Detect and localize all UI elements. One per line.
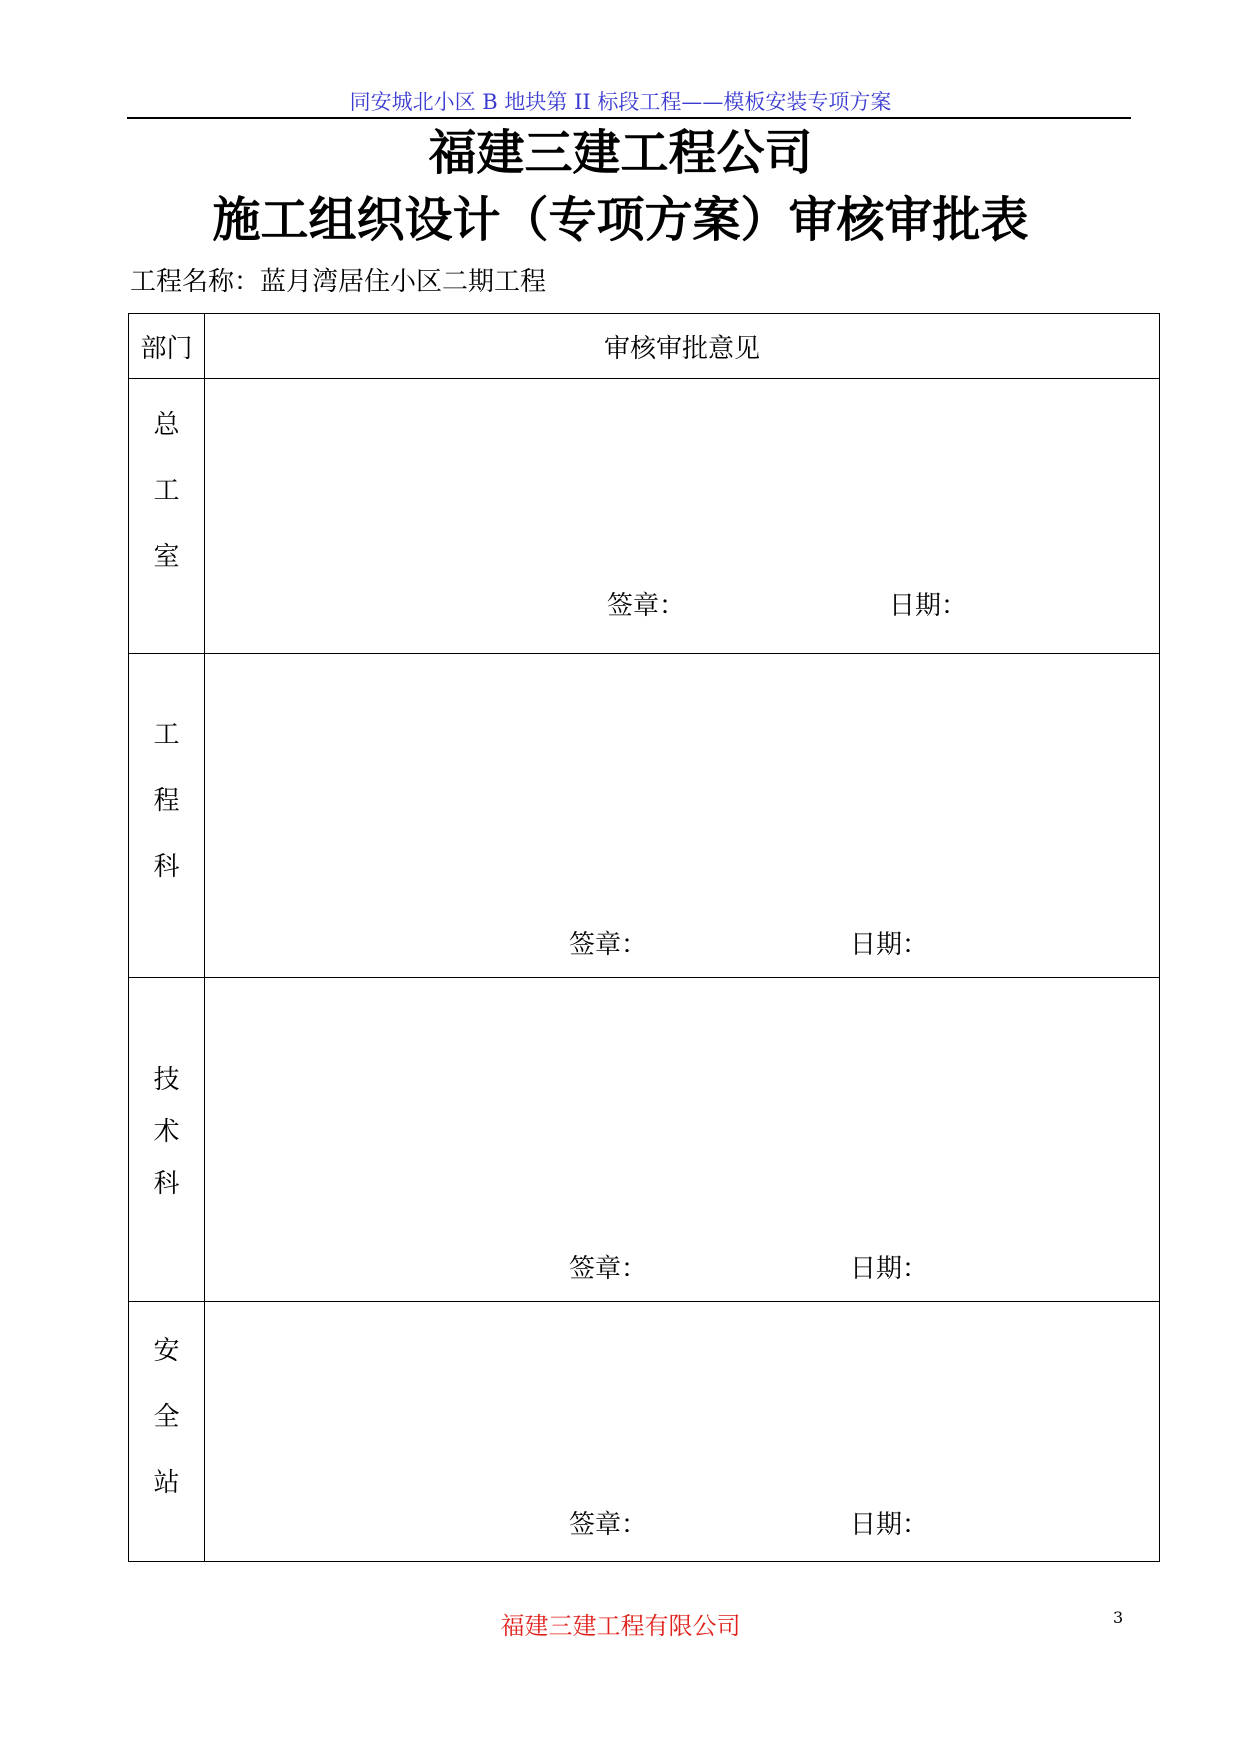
project-name-label: 工程名称： xyxy=(130,267,261,297)
signature-label: 签章： xyxy=(607,591,686,621)
dept-char: 室 xyxy=(153,542,180,572)
header-dept: 部门 xyxy=(129,314,205,379)
opinion-cell[interactable] xyxy=(205,654,1160,978)
opinion-cell[interactable] xyxy=(205,1302,1160,1562)
date-label: 日期： xyxy=(850,1510,929,1540)
dept-char: 全 xyxy=(153,1401,180,1432)
header-opinion: 审核审批意见 xyxy=(205,314,1160,379)
table-row xyxy=(129,978,1160,1302)
project-name-line xyxy=(130,262,546,302)
opinion-cell[interactable] xyxy=(205,978,1160,1302)
signature-label: 签章： xyxy=(569,1254,648,1284)
date-label: 日期： xyxy=(850,930,929,960)
project-name-value: 蓝月湾居住小区二期工程 xyxy=(260,267,547,297)
table-header-row xyxy=(129,314,1160,379)
page-number: 3 xyxy=(1113,1608,1124,1627)
date-label: 日期： xyxy=(850,1254,929,1284)
header-divider xyxy=(127,117,1131,119)
date-label: 日期： xyxy=(889,591,968,621)
dept-char: 工 xyxy=(153,719,180,750)
signature-label: 签章： xyxy=(569,1510,648,1540)
dept-char: 科 xyxy=(153,851,180,882)
dept-cell-safety xyxy=(129,1302,205,1562)
signature-label: 签章： xyxy=(569,930,648,960)
dept-char: 站 xyxy=(153,1467,180,1498)
dept-char: 安 xyxy=(153,1335,180,1366)
dept-char: 科 xyxy=(153,1169,180,1199)
dept-cell-technical xyxy=(129,978,205,1302)
dept-char: 术 xyxy=(153,1117,180,1147)
table-row xyxy=(129,654,1160,978)
form-title: 施工组织设计（专项方案）审核审批表 xyxy=(212,192,1029,248)
footer-company: 福建三建工程有限公司 xyxy=(500,1612,741,1640)
dept-char: 工 xyxy=(153,476,180,506)
dept-char: 技 xyxy=(153,1065,180,1095)
dept-cell-chief-engineer xyxy=(129,379,205,654)
table-row xyxy=(129,379,1160,654)
opinion-cell[interactable] xyxy=(205,379,1160,654)
approval-table xyxy=(128,313,1160,1562)
dept-char: 总 xyxy=(153,410,180,440)
dept-char: 程 xyxy=(153,785,180,816)
running-header: 同安城北小区 B 地块第 II 标段工程——模板安装专项方案 xyxy=(349,90,892,114)
table-row xyxy=(129,1302,1160,1562)
dept-cell-engineering xyxy=(129,654,205,978)
company-title: 福建三建工程公司 xyxy=(428,125,813,181)
